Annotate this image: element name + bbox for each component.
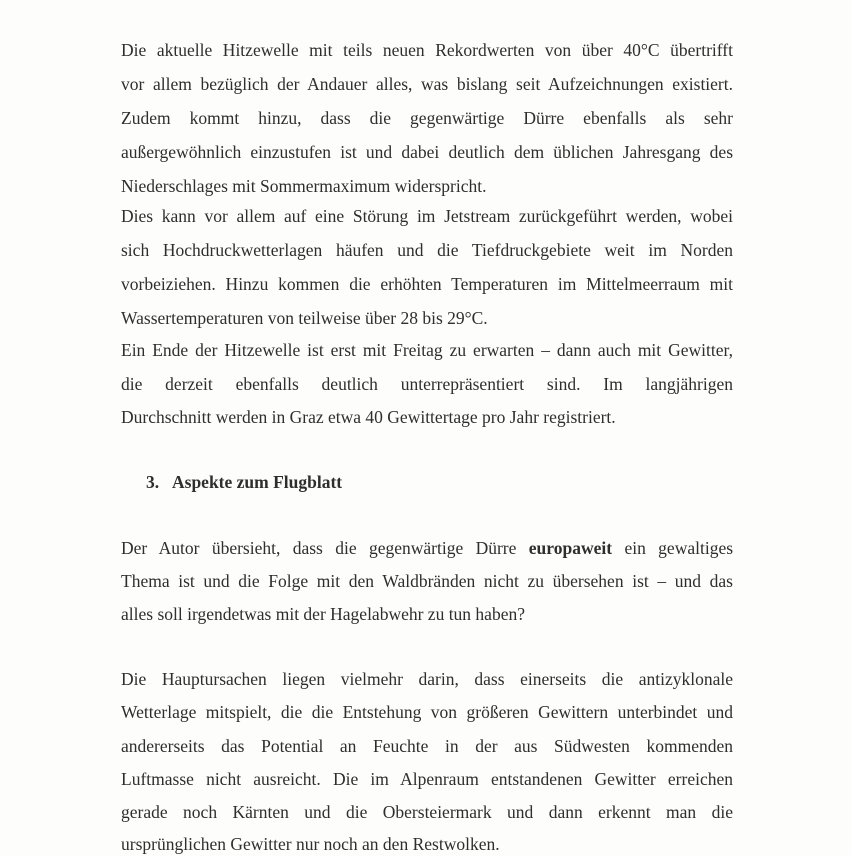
paragraph-5-line-4: Luftmasse nicht ausreicht. Die im Alpenraum entstandenen Gewitter erreichen: [121, 769, 733, 789]
section-title: Aspekte zum Flugblatt: [172, 472, 343, 492]
paragraph-1-line-1: Die aktuelle Hitzewelle mit teils neuen Rekordwerten von über 40°C übertrifft: [121, 40, 733, 60]
paragraph-4-bold-word: europaweit: [528, 538, 613, 558]
paragraph-3-line-1: Ein Ende der Hitzewelle ist erst mit Freitag zu erwarten – dann auch mit Gewitter,: [121, 340, 733, 360]
paragraph-2-line-2: sich Hochdruckwetterlagen häufen und die Tiefdruckgebiete weit im Norden: [121, 240, 733, 260]
paragraph-4-line-1-text-a: Der Autor übersieht, dass die gegenwärtige Dürre: [121, 538, 517, 558]
paragraph-5-line-1: Die Hauptursachen liegen vielmehr darin, dass einerseits die antizyklonale: [121, 669, 733, 689]
paragraph-1-line-3: Zudem kommt hinzu, dass die gegenwärtige Dürre ebenfalls als sehr: [121, 108, 733, 128]
paragraph-2-line-1: Dies kann vor allem auf eine Störung im Jetstream zurückgeführt werden, wobei: [121, 206, 733, 226]
paragraph-1-line-5: Niederschlages mit Sommermaximum widerspricht.: [121, 176, 487, 196]
section-number: 3.: [146, 472, 160, 492]
paragraph-3-line-3: Durchschnitt werden in Graz etwa 40 Gewittertage pro Jahr registriert.: [121, 407, 616, 427]
paragraph-1-line-4: außergewöhnlich einzustufen ist und dabei deutlich dem üblichen Jahresgang des: [121, 142, 733, 162]
paragraph-4-line-1-text-b: ein gewaltiges: [624, 538, 734, 558]
paragraph-1-line-2: vor allem bezüglich der Andauer alles, was bislang seit Aufzeichnungen existiert.: [121, 74, 733, 94]
paragraph-5-line-5: gerade noch Kärnten und die Obersteiermark und dann erkennt man die: [121, 802, 733, 822]
paragraph-2-line-4: Wassertemperaturen von teilweise über 28 bis 29°C.: [121, 308, 488, 328]
paragraph-5-line-3: andererseits das Potential an Feuchte in der aus Südwesten kommenden: [121, 736, 733, 756]
paragraph-4-line-2: Thema ist und die Folge mit den Waldbränden nicht zu übersehen ist – und das: [121, 571, 733, 591]
section-heading: [146, 470, 342, 494]
paragraph-2-line-3: vorbeiziehen. Hinzu kommen die erhöhten Temperaturen im Mittelmeerraum mit: [121, 274, 733, 294]
paragraph-4-line-1: [121, 536, 733, 560]
paragraph-5-line-6: ursprünglichen Gewitter nur noch an den Restwolken.: [121, 834, 500, 854]
paragraph-4-line-3: alles soll irgendetwas mit der Hagelabwehr zu tun haben?: [121, 604, 525, 624]
paragraph-3-line-2: die derzeit ebenfalls deutlich unterrepräsentiert sind. Im langjährigen: [121, 374, 733, 394]
paragraph-5-line-2: Wetterlage mitspielt, die die Entstehung von größeren Gewittern unterbindet und: [121, 702, 733, 722]
